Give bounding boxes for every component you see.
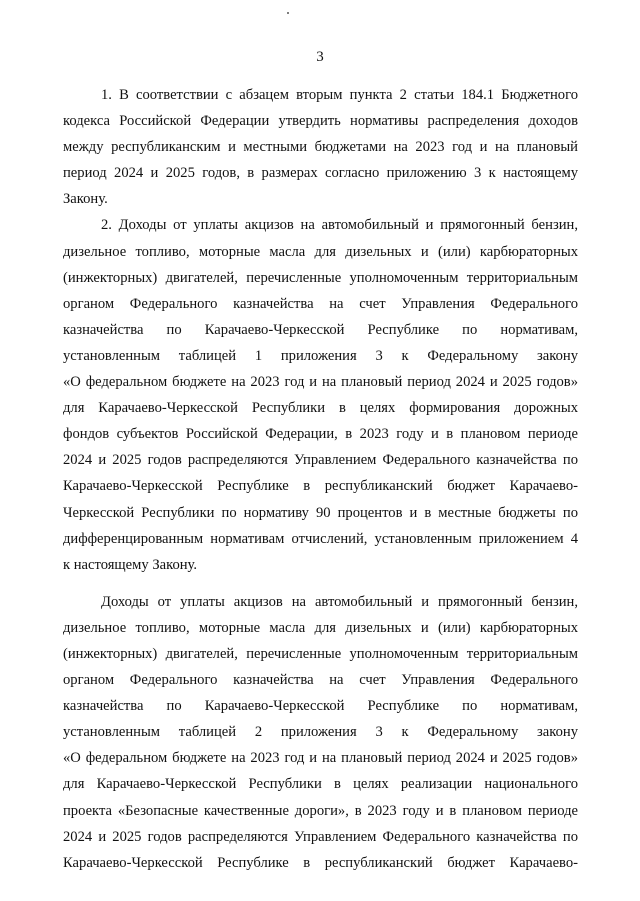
paragraph-line: к настоящему Закону. xyxy=(63,556,198,573)
paragraph-line: 2024 и 2025 годов распределяются Управлением Федерального казначейства по xyxy=(63,828,578,845)
page-number: 3 xyxy=(316,49,324,65)
paragraph-line: 2024 и 2025 годов распределяются Управлением Федерального казначейства по xyxy=(63,452,578,469)
paragraph-gap xyxy=(63,578,578,589)
paragraph-1 xyxy=(63,82,578,212)
paragraph-line: фондов субъектов Российской Федерации, в 2023 году и в плановом периоде xyxy=(63,426,578,443)
paragraph-line: дифференцированным нормативам отчислений, установленным приложением 4 xyxy=(63,530,578,547)
paragraph-line: казначейства по Карачаево-Черкесской Республике по нормативам, xyxy=(63,321,578,338)
paragraph-line: Карачаево-Черкесской Республике в республиканский бюджет Карачаево- xyxy=(63,478,578,495)
paragraph-line: (инжекторных) двигателей, перечисленные уполномоченным территориальным xyxy=(63,269,578,286)
paragraph-line: дизельное топливо, моторные масла для дизельных и (или) карбюраторных xyxy=(63,619,578,636)
paragraph-2 xyxy=(63,212,578,577)
paragraph-line: установленным таблицей 1 приложения 3 к Федеральному закону xyxy=(63,347,578,364)
paragraph-line: для Карачаево-Черкесской Республики в целях формирования дорожных xyxy=(63,400,578,417)
paragraph-3 xyxy=(63,589,578,876)
paragraph-line: кодекса Российской Федерации утвердить нормативы распределения доходов xyxy=(63,113,578,130)
paragraph-line: Доходы от уплаты акцизов на автомобильный и прямогонный бензин, xyxy=(101,593,578,610)
scan-speck xyxy=(287,12,289,14)
paragraph-line: 1. В соответствии с абзацем вторым пункта 2 статьи 184.1 Бюджетного xyxy=(101,87,578,103)
paragraph-line: период 2024 и 2025 годов, в размерах согласно приложению 3 к настоящему xyxy=(63,165,578,182)
paragraph-line: 2. Доходы от уплаты акцизов на автомобильный и прямогонный бензин, xyxy=(101,217,578,234)
paragraph-line: органом Федерального казначейства на счет Управления Федерального xyxy=(63,295,578,312)
paragraph-line: проекта «Безопасные качественные дороги», в 2023 году и в плановом периоде xyxy=(63,802,578,819)
paragraph-line: между республиканским и местными бюджетами на 2023 год и на плановый xyxy=(63,139,578,156)
paragraph-line: Карачаево-Черкесской Республике в республиканский бюджет Карачаево- xyxy=(63,854,578,871)
paragraph-line: органом Федерального казначейства на счет Управления Федерального xyxy=(63,672,578,689)
document-body xyxy=(63,82,578,876)
paragraph-line: дизельное топливо, моторные масла для дизельных и (или) карбюраторных xyxy=(63,243,578,260)
paragraph-line: установленным таблицей 2 приложения 3 к Федеральному закону xyxy=(63,724,578,741)
paragraph-line: Черкесской Республики по нормативу 90 процентов и в местные бюджеты по xyxy=(63,504,578,521)
paragraph-line: «О федеральном бюджете на 2023 год и на плановый период 2024 и 2025 годов» xyxy=(63,374,578,391)
paragraph-line: казначейства по Карачаево-Черкесской Республике по нормативам, xyxy=(63,698,578,715)
paragraph-line: (инжекторных) двигателей, перечисленные уполномоченным территориальным xyxy=(63,645,578,662)
paragraph-line: Закону. xyxy=(63,191,108,208)
paragraph-line: для Карачаево-Черкесской Республики в целях реализации национального xyxy=(63,776,578,793)
paragraph-line: «О федеральном бюджете на 2023 год и на плановый период 2024 и 2025 годов» xyxy=(63,750,578,767)
